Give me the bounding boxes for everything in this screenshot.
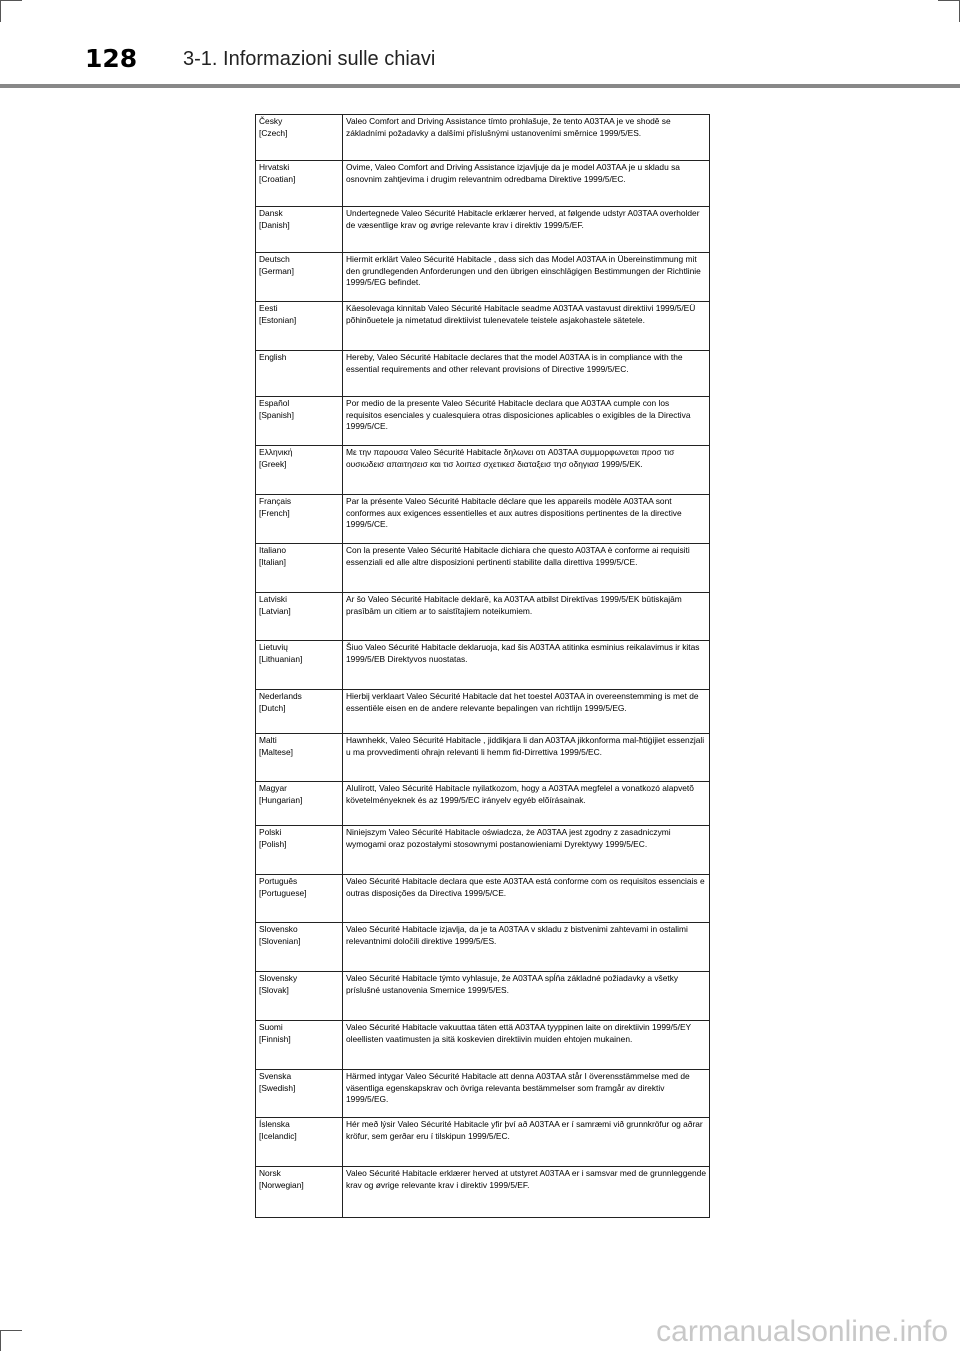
language-english-label: [Croatian]	[259, 173, 296, 184]
declaration-text: Käesolevaga kinnitab Valeo Sécurité Habitacle seadme A03TAA vastavust direktiivi 1999/5/EÜ põhinõuetele ja nimetatud direktiivist tulenevatele teistele asjakohastele sätetele.	[343, 302, 710, 351]
declaration-text: Valeo Comfort and Driving Assistance tímto prohlašuje, že tento A03TAA je ve shodě se základními požadavky a dalšími příslušnými ustanoveními směrnice 1999/5/ES.	[343, 115, 710, 161]
language-english-label: [Danish]	[259, 219, 290, 230]
declaration-text: Ovime, Valeo Comfort and Driving Assistance izjavljuje da je model A03TAA je u skladu sa osnovnim zahtjevima i drugim relevantnim odredbama Direktive 1999/5/EC.	[343, 161, 710, 207]
table-row	[256, 826, 710, 875]
language-cell	[256, 161, 343, 207]
declaration-text: Alulírott, Valeo Sécurité Habitacle nyilatkozom, hogy a A03TAA megfelel a vonatkozó alapvetõ követelményeknek és az 1999/5/EC irányelv egyéb elõírásainak.	[343, 782, 710, 826]
language-name: English	[259, 352, 287, 362]
table-row	[256, 351, 710, 397]
page-header	[0, 0, 960, 84]
table-row	[256, 923, 710, 972]
language-english-label: [Greek]	[259, 458, 287, 469]
language-cell	[256, 1167, 343, 1218]
language-english-label: [Finnish]	[259, 1033, 291, 1044]
table-row	[256, 875, 710, 923]
table-row	[256, 734, 710, 782]
language-cell	[256, 593, 343, 641]
declaration-text: Valeo Sécurité Habitacle declara que este A03TAA está conforme com os requisitos essenciais e outras disposições da Directiva 1999/5/CE.	[343, 875, 710, 923]
language-name: Slovensky	[259, 973, 298, 983]
declaration-text: Undertegnede Valeo Sécurité Habitacle erklærer herved, at følgende udstyr A03TAA overholder de væsentlige krav og øvrige relevante krav i direktiv 1999/5/EF.	[343, 207, 710, 253]
language-cell	[256, 690, 343, 734]
language-name: Norsk	[259, 1168, 281, 1178]
declaration-text: Με την παρουσα Valeo Sécurité Habitacle δηλωνει οτι A03TAA συμμορφωνεται προσ τισ ουσιωδεισ απαιτησεισ και τισ λοιπεσ σχετικεσ διαταξεισ τησ οδηγιασ 1999/5/ΕΚ.	[343, 446, 710, 495]
language-cell	[256, 495, 343, 544]
declaration-text: Valeo Sécurité Habitacle týmto vyhlasuje, že A03TAA spĺňa základné požiadavky a všetky príslušné ustanovenia Smernice 1999/5/ES.	[343, 972, 710, 1021]
language-cell	[256, 397, 343, 446]
declaration-text: Härmed intygar Valeo Sécurité Habitacle att denna A03TAA står I överensstämmelse med de väsentliga egenskapskrav och övriga relevanta bestämmelser som framgår av direktiv 1999/5/EG.	[343, 1070, 710, 1118]
language-name: Deutsch	[259, 254, 290, 264]
language-english-label: [Hungarian]	[259, 794, 303, 805]
declaration-text: Hér með lýsir Valeo Sécurité Habitacle yfir því að A03TAA er í samræmi við grunnkröfur og aðrar kröfur, sem gerðar eru í tilskipun 1999/5/EC.	[343, 1118, 710, 1167]
declaration-text: Niniejszym Valeo Sécurité Habitacle oświadcza, że A03TAA jest zgodny z zasadniczymi wymogami oraz pozostałymi stosownymi postanowieniami Dyrektywy 1999/5/EC.	[343, 826, 710, 875]
language-cell	[256, 1118, 343, 1167]
language-english-label: [Italian]	[259, 556, 287, 567]
declaration-text: Valeo Sécurité Habitacle vakuuttaa täten että A03TAA tyyppinen laite on direktiivin 1999/5/EY oleellisten vaatimusten ja sitä koskevien direktiivin muiden ehtojen mukainen.	[343, 1021, 710, 1070]
declaration-text: Par la présente Valeo Sécurité Habitacle déclare que les appareils modèle A03TAA sont conformes aux exigences essentielles et aux autres dispositions pertinentes de la directive 1999/5/CE.	[343, 495, 710, 544]
table-row	[256, 207, 710, 253]
language-english-label: [Polish]	[259, 838, 287, 849]
language-english-label: [Spanish]	[259, 409, 294, 420]
declaration-text: Por medio de la presente Valeo Sécurité Habitacle declara que A03TAA cumple con los requisitos esenciales y cualesquiera otras disposiciones aplicables o exigibles de la Directiva 1999/5/CE.	[343, 397, 710, 446]
language-cell	[256, 544, 343, 593]
table-row	[256, 1021, 710, 1070]
language-name: Português	[259, 876, 298, 886]
declaration-text: Ar šo Valeo Sécurité Habitacle deklarē, ka A03TAA atbilst Direktīvas 1999/5/EK būtiskajām prasībām un citiem ar to saistītajiem noteikumiem.	[343, 593, 710, 641]
language-english-label: [Norwegian]	[259, 1179, 304, 1190]
table-row	[256, 782, 710, 826]
table-row	[256, 495, 710, 544]
language-name: Dansk	[259, 208, 283, 218]
table-row	[256, 641, 710, 690]
language-name: Français	[259, 496, 292, 506]
language-name: Malti	[259, 735, 277, 745]
language-name: Magyar	[259, 783, 287, 793]
language-name: Polski	[259, 827, 282, 837]
table-row	[256, 544, 710, 593]
language-name: Lietuvių	[259, 642, 288, 652]
language-cell	[256, 875, 343, 923]
declaration-table	[255, 114, 710, 1218]
language-name: Svenska	[259, 1071, 292, 1081]
crop-mark	[0, 1330, 22, 1331]
declaration-text: Hereby, Valeo Sécurité Habitacle declares that the model A03TAA is in compliance with the essential requirements and other relevant provisions of Directive 1999/5/EC.	[343, 351, 710, 397]
language-name: Latviski	[259, 594, 287, 604]
language-cell	[256, 641, 343, 690]
language-name: Slovensko	[259, 924, 298, 934]
table-row	[256, 397, 710, 446]
language-name: Italiano	[259, 545, 287, 555]
language-name: Eesti	[259, 303, 278, 313]
language-english-label: [Czech]	[259, 127, 288, 138]
header-divider	[0, 84, 960, 88]
language-english-label: [Icelandic]	[259, 1130, 297, 1141]
language-cell	[256, 446, 343, 495]
language-cell	[256, 115, 343, 161]
language-english-label: [Lithuanian]	[259, 653, 303, 664]
crop-mark	[0, 1330, 1, 1351]
language-name: Česky	[259, 116, 283, 126]
language-name: Suomi	[259, 1022, 283, 1032]
table-row	[256, 690, 710, 734]
table-row	[256, 302, 710, 351]
language-cell	[256, 351, 343, 397]
declaration-text: Con la presente Valeo Sécurité Habitacle dichiara che questo A03TAA è conforme ai requisiti essenziali ed alle altre disposizioni pertinenti stabilite dalla direttiva 1999/5/CE.	[343, 544, 710, 593]
table-row	[256, 972, 710, 1021]
table-row	[256, 1167, 710, 1218]
language-name: Español	[259, 398, 290, 408]
table-row	[256, 253, 710, 302]
table-row	[256, 161, 710, 207]
language-english-label: [Maltese]	[259, 746, 293, 757]
table-row	[256, 446, 710, 495]
section-title: 3-1. Informazioni sulle chiavi	[183, 48, 436, 70]
declaration-text: Hawnhekk, Valeo Sécurité Habitacle , jiddikjara li dan A03TAA jikkonforma mal-ħtiġijiet essenzjali u ma provvedimenti oħrajn relevanti li hemm fid-Dirrettiva 1999/5/EC.	[343, 734, 710, 782]
language-name: Nederlands	[259, 691, 302, 701]
language-english-label: [French]	[259, 507, 290, 518]
language-cell	[256, 972, 343, 1021]
language-cell	[256, 826, 343, 875]
language-name: Ελληνική	[259, 447, 293, 457]
language-cell	[256, 302, 343, 351]
language-name: Íslenska	[259, 1119, 290, 1129]
language-english-label: [Slovak]	[259, 984, 289, 995]
page-number: 128	[85, 44, 138, 73]
language-cell	[256, 207, 343, 253]
language-english-label: [Dutch]	[259, 702, 286, 713]
declaration-text: Hierbij verklaart Valeo Sécurité Habitacle dat het toestel A03TAA in overeenstemming is met de essentiële eisen en de andere relevante bepalingen van richtlijn 1999/5/EG.	[343, 690, 710, 734]
language-english-label: [Portuguese]	[259, 887, 307, 898]
declaration-text: Valeo Sécurité Habitacle izjavlja, da je ta A03TAA v skladu z bistvenimi zahtevami in ostalimi relevantnimi določili direktive 1999/5/ES.	[343, 923, 710, 972]
language-english-label: [Slovenian]	[259, 935, 301, 946]
language-cell	[256, 1070, 343, 1118]
watermark: carmanualsonline.info	[656, 1315, 948, 1348]
table-row	[256, 1118, 710, 1167]
declaration-text: Šiuo Valeo Sécurité Habitacle deklaruoja, kad šis A03TAA atitinka esminius reikalavimus ir kitas 1999/5/EB Direktyvos nuostatas.	[343, 641, 710, 690]
language-english-label: [German]	[259, 265, 294, 276]
table-row	[256, 115, 710, 161]
declaration-text: Hiermit erklärt Valeo Sécurité Habitacle , dass sich das Model A03TAA in Übereinstimmung mit den grundlegenden Anforderungen und den übrigen einschlägigen Bestimmungen der Richtlinie 1999/5/EG befindet.	[343, 253, 710, 302]
declaration-text: Valeo Sécurité Habitacle erklærer herved at utstyret A03TAA er i samsvar med de grunnleggende krav og øvrige relevante krav i direktiv 1999/5/EF.	[343, 1167, 710, 1218]
language-english-label: [Latvian]	[259, 605, 291, 616]
table-row	[256, 1070, 710, 1118]
language-cell	[256, 1021, 343, 1070]
language-cell	[256, 782, 343, 826]
language-cell	[256, 253, 343, 302]
language-name: Hrvatski	[259, 162, 290, 172]
table-row	[256, 593, 710, 641]
language-english-label: [Estonian]	[259, 314, 297, 325]
language-english-label: [Swedish]	[259, 1082, 296, 1093]
language-cell	[256, 923, 343, 972]
language-cell	[256, 734, 343, 782]
